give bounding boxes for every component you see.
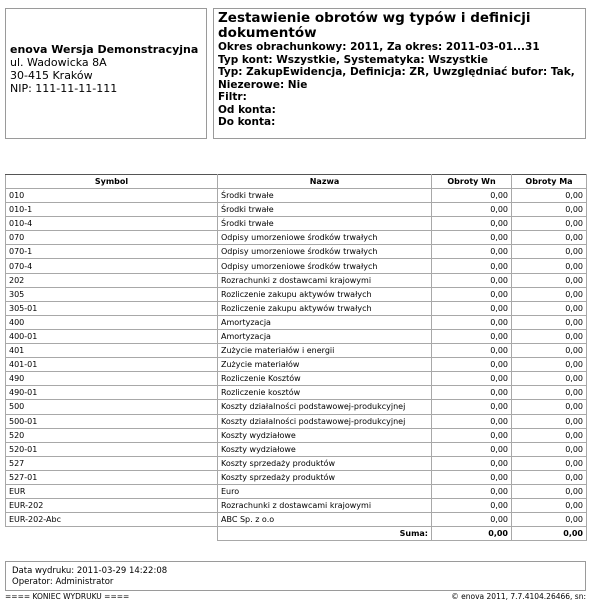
table-row	[6, 217, 587, 231]
end-of-print-marker: ==== KONIEC WYDRUKU ====	[5, 592, 130, 601]
cell-credit: 0,00	[512, 400, 587, 414]
cell-name: Rozliczenie zakupu aktywów trwałych	[218, 301, 432, 315]
cell-symbol: EUR-202-Abc	[6, 513, 218, 527]
table-body	[6, 189, 587, 527]
turnover-table-container	[5, 174, 586, 541]
company-name: enova Wersja Demonstracyjna	[10, 43, 199, 56]
cell-name: Środki trwałe	[218, 217, 432, 231]
cell-credit: 0,00	[512, 484, 587, 498]
report-param-account-type: Typ kont: Wszystkie, Systematyka: Wszystkie	[218, 53, 488, 66]
cell-debit: 0,00	[432, 287, 512, 301]
cell-symbol: 070-4	[6, 259, 218, 273]
cell-name: ABC Sp. z o.o	[218, 513, 432, 527]
cell-symbol: EUR	[6, 484, 218, 498]
cell-name: Rozliczenie zakupu aktywów trwałych	[218, 287, 432, 301]
cell-debit: 0,00	[432, 372, 512, 386]
cell-name: Koszty działalności podstawowej-produkcyjnej	[218, 414, 432, 428]
cell-debit: 0,00	[432, 484, 512, 498]
table-row	[6, 344, 587, 358]
table-row	[6, 484, 587, 498]
cell-debit: 0,00	[432, 329, 512, 343]
cell-symbol: 527-01	[6, 470, 218, 484]
cell-credit: 0,00	[512, 315, 587, 329]
cell-name: Środki trwałe	[218, 203, 432, 217]
cell-debit: 0,00	[432, 513, 512, 527]
cell-name: Koszty działalności podstawowej-produkcyjnej	[218, 400, 432, 414]
cell-symbol: 305	[6, 287, 218, 301]
table-header-row	[6, 175, 587, 189]
report-param-document-type: Typ: ZakupEwidencja, Definicja: ZR, Uwzględniać bufor: Tak, Niezerowe: Nie	[218, 66, 575, 91]
cell-debit: 0,00	[432, 386, 512, 400]
sum-spacer	[6, 527, 218, 541]
cell-symbol: 500	[6, 400, 218, 414]
cell-debit: 0,00	[432, 456, 512, 470]
report-title: Zestawienie obrotów wg typów i definicji dokumentów	[218, 10, 531, 41]
cell-credit: 0,00	[512, 301, 587, 315]
table-row	[6, 428, 587, 442]
cell-debit: 0,00	[432, 273, 512, 287]
table-row	[6, 442, 587, 456]
cell-symbol: 202	[6, 273, 218, 287]
print-info	[5, 561, 586, 591]
cell-debit: 0,00	[432, 470, 512, 484]
cell-credit: 0,00	[512, 329, 587, 343]
cell-name: Zużycie materiałów	[218, 358, 432, 372]
table-row	[6, 231, 587, 245]
cell-symbol: 305-01	[6, 301, 218, 315]
cell-credit: 0,00	[512, 287, 587, 301]
cell-name: Amortyzacja	[218, 315, 432, 329]
cell-name: Zużycie materiałów i energii	[218, 344, 432, 358]
table-row	[6, 414, 587, 428]
cell-credit: 0,00	[512, 189, 587, 203]
table-row	[6, 386, 587, 400]
cell-name: Rozliczenie kosztów	[218, 386, 432, 400]
cell-name: Koszty sprzedaży produktów	[218, 470, 432, 484]
cell-credit: 0,00	[512, 344, 587, 358]
cell-debit: 0,00	[432, 442, 512, 456]
cell-symbol: 401	[6, 344, 218, 358]
table-row	[6, 456, 587, 470]
cell-name: Rozrachunki z dostawcami krajowymi	[218, 273, 432, 287]
cell-name: Odpisy umorzeniowe środków trwałych	[218, 231, 432, 245]
cell-symbol: 500-01	[6, 414, 218, 428]
table-row	[6, 259, 587, 273]
report-param-filter: Filtr:	[218, 91, 247, 103]
cell-debit: 0,00	[432, 400, 512, 414]
cell-name: Odpisy umorzeniowe środków trwałych	[218, 259, 432, 273]
col-header-credit: Obroty Ma	[512, 175, 587, 189]
cell-debit: 0,00	[432, 315, 512, 329]
company-city: 30-415 Kraków	[10, 69, 93, 82]
table-row	[6, 372, 587, 386]
cell-symbol: 010-1	[6, 203, 218, 217]
cell-symbol: 527	[6, 456, 218, 470]
report-param-to-account: Do konta:	[218, 116, 276, 128]
cell-symbol: 520-01	[6, 442, 218, 456]
cell-symbol: 490	[6, 372, 218, 386]
turnover-table	[5, 174, 587, 541]
cell-credit: 0,00	[512, 273, 587, 287]
cell-credit: 0,00	[512, 513, 587, 527]
operator: Operator: Administrator	[12, 577, 114, 587]
col-header-name: Nazwa	[218, 175, 432, 189]
cell-credit: 0,00	[512, 442, 587, 456]
cell-debit: 0,00	[432, 259, 512, 273]
cell-debit: 0,00	[432, 203, 512, 217]
cell-credit: 0,00	[512, 372, 587, 386]
cell-symbol: 400	[6, 315, 218, 329]
cell-symbol: 490-01	[6, 386, 218, 400]
cell-credit: 0,00	[512, 231, 587, 245]
cell-debit: 0,00	[432, 231, 512, 245]
report-param-from-account: Od konta:	[218, 103, 276, 116]
table-row	[6, 189, 587, 203]
table-row	[6, 400, 587, 414]
cell-symbol: 010	[6, 189, 218, 203]
sum-label: Suma:	[218, 527, 432, 541]
cell-symbol: 010-4	[6, 217, 218, 231]
cell-debit: 0,00	[432, 245, 512, 259]
cell-name: Koszty wydziałowe	[218, 428, 432, 442]
table-row	[6, 273, 587, 287]
cell-credit: 0,00	[512, 456, 587, 470]
cell-debit: 0,00	[432, 428, 512, 442]
cell-name: Rozrachunki z dostawcami krajowymi	[218, 499, 432, 513]
cell-credit: 0,00	[512, 203, 587, 217]
table-row	[6, 203, 587, 217]
table-row	[6, 513, 587, 527]
cell-debit: 0,00	[432, 358, 512, 372]
table-row	[6, 499, 587, 513]
cell-name: Środki trwałe	[218, 189, 432, 203]
cell-credit: 0,00	[512, 217, 587, 231]
company-street: ul. Wadowicka 8A	[10, 56, 107, 69]
cell-symbol: 070	[6, 231, 218, 245]
table-row	[6, 358, 587, 372]
cell-credit: 0,00	[512, 414, 587, 428]
sum-debit: 0,00	[432, 527, 512, 541]
cell-credit: 0,00	[512, 358, 587, 372]
company-info	[5, 8, 207, 139]
col-header-debit: Obroty Wn	[432, 175, 512, 189]
cell-credit: 0,00	[512, 259, 587, 273]
cell-debit: 0,00	[432, 217, 512, 231]
table-row	[6, 329, 587, 343]
cell-symbol: 520	[6, 428, 218, 442]
cell-symbol: EUR-202	[6, 499, 218, 513]
cell-name: Koszty wydziałowe	[218, 442, 432, 456]
sum-row	[6, 527, 587, 541]
report-header	[213, 8, 586, 139]
company-nip: NIP: 111-11-11-111	[10, 82, 118, 95]
table-row	[6, 315, 587, 329]
cell-symbol: 401-01	[6, 358, 218, 372]
cell-debit: 0,00	[432, 189, 512, 203]
table-row	[6, 245, 587, 259]
cell-debit: 0,00	[432, 414, 512, 428]
sum-credit: 0,00	[512, 527, 587, 541]
table-row	[6, 301, 587, 315]
cell-name: Rozliczenie Kosztów	[218, 372, 432, 386]
col-header-symbol: Symbol	[6, 175, 218, 189]
cell-debit: 0,00	[432, 301, 512, 315]
cell-debit: 0,00	[432, 499, 512, 513]
cell-debit: 0,00	[432, 344, 512, 358]
cell-symbol: 070-1	[6, 245, 218, 259]
cell-name: Euro	[218, 484, 432, 498]
cell-name: Amortyzacja	[218, 329, 432, 343]
report-param-period: Okres obrachunkowy: 2011, Za okres: 2011-03-01...31	[218, 41, 540, 53]
cell-credit: 0,00	[512, 245, 587, 259]
cell-symbol: 400-01	[6, 329, 218, 343]
print-date: Data wydruku: 2011-03-29 14:22:08	[12, 566, 168, 576]
table-row	[6, 287, 587, 301]
cell-name: Koszty sprzedaży produktów	[218, 456, 432, 470]
cell-credit: 0,00	[512, 386, 587, 400]
cell-credit: 0,00	[512, 428, 587, 442]
version-info: © enova 2011, 7.7.4104.26466, sn:	[451, 592, 586, 601]
cell-name: Odpisy umorzeniowe środków trwałych	[218, 245, 432, 259]
cell-credit: 0,00	[512, 470, 587, 484]
table-row	[6, 470, 587, 484]
cell-credit: 0,00	[512, 499, 587, 513]
